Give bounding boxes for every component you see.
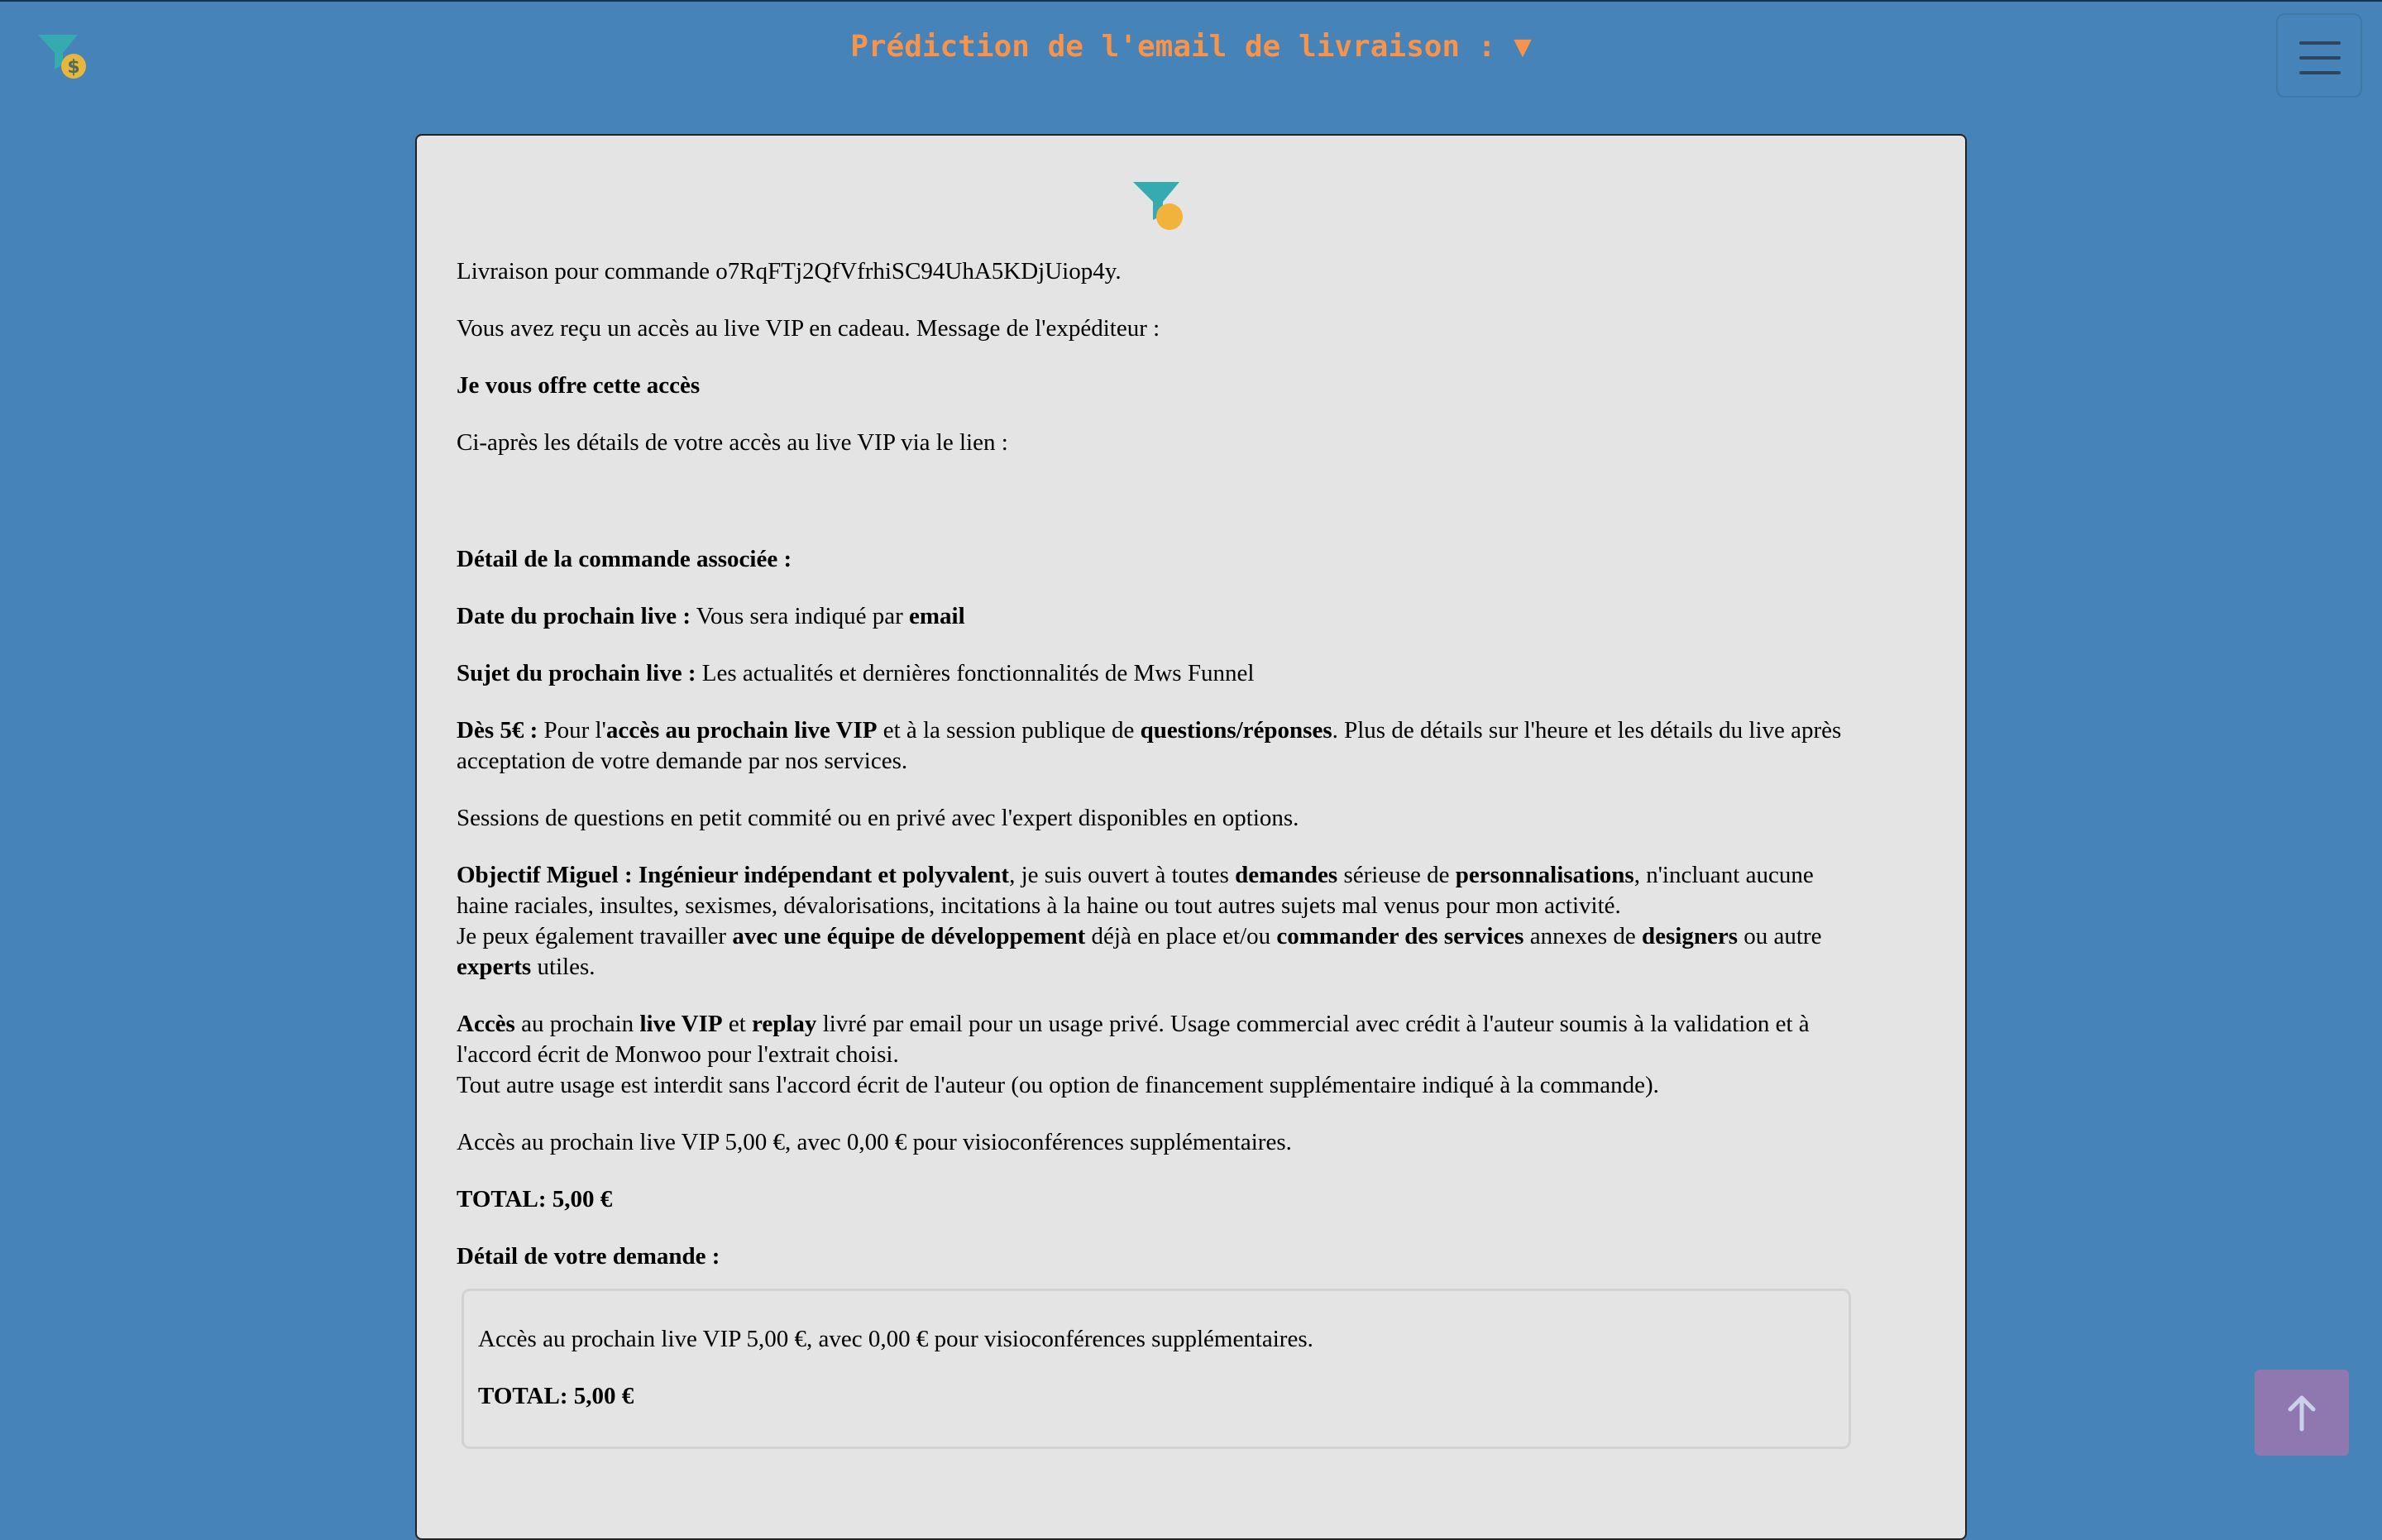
svg-text:$: $	[67, 57, 80, 78]
summary-line: Accès au prochain live VIP 5,00 €, avec 0,00 € pour visioconférences supplémentaires.	[457, 1129, 1292, 1155]
email-content	[457, 256, 1863, 1449]
sender-message: Je vous offre cette accès	[457, 372, 701, 399]
menu-toggle-button[interactable]	[2276, 13, 2362, 98]
email-preview-card	[415, 134, 1967, 1540]
access-paragraph: Accès au prochain live VIP et replay livré par email pour un usage privé. Usage commercial avec crédit à l'auteur soumis à la validation et à l'accord écrit de Monwoo pour l'extrait choisi. Tout autre usage est interdit sans l'accord écrit de l'auteur (ou option de financement supplémentaire indiqué à la commande).	[457, 1011, 1810, 1098]
price-paragraph: Dès 5€ : Pour l'accès au prochain live VIP et à la session publique de questions/réponses. Plus de détails sur l'heure et les détails du live après acceptation de votre demande par nos services.	[457, 717, 1842, 774]
request-detail-heading: Détail de votre demande :	[457, 1243, 720, 1270]
order-total: TOTAL: 5,00 €	[457, 1186, 613, 1212]
details-link-intro: Ci-après les détails de votre accès au live VIP via le lien :	[457, 429, 1008, 456]
request-detail-box	[462, 1289, 1851, 1449]
hamburger-icon	[2299, 41, 2341, 45]
sessions-paragraph: Sessions de questions en petit commité ou en privé avec l'expert disponibles en options.	[457, 805, 1299, 831]
gift-message-intro: Vous avez reçu un accès au live VIP en cadeau. Message de l'expéditeur :	[457, 315, 1160, 342]
next-live-date: Date du prochain live : Vous sera indiqué par email	[457, 603, 965, 629]
link-placeholder	[457, 485, 1863, 544]
request-total: TOTAL: 5,00 €	[478, 1383, 634, 1409]
page-title[interactable]: Prédiction de l'email de livraison : ▼	[850, 30, 1532, 64]
hamburger-icon	[2299, 71, 2341, 74]
funnel-coin-icon	[1128, 179, 1186, 232]
order-detail-heading: Détail de la commande associée :	[457, 546, 792, 572]
scroll-to-top-button[interactable]	[2255, 1370, 2349, 1456]
objective-paragraph: Objectif Miguel : Ingénieur indépendant et polyvalent, je suis ouvert à toutes demandes sérieuse de personnalisations, n'incluant aucune haine raciales, insultes, sexismes, dévalorisations, incitations à la haine ou tout autres sujets mal venus pour mon activité. Je peux également travailler avec une équipe de développement déjà en place et/ou commander des services annexes de designers ou autre experts utiles.	[457, 862, 1822, 980]
top-border	[0, 0, 2382, 2]
request-summary-line: Accès au prochain live VIP 5,00 €, avec 0,00 € pour visioconférences supplémentaires.	[478, 1326, 1313, 1352]
arrow-up-icon	[2255, 1370, 2349, 1456]
hamburger-icon	[2299, 56, 2341, 60]
delivery-line: Livraison pour commande o7RqFTj2QfVfrhiSC94UhA5KDjUiop4y.	[457, 258, 1122, 285]
next-live-subject: Sujet du prochain live : Les actualités et dernières fonctionnalités de Mws Funnel	[457, 660, 1255, 686]
